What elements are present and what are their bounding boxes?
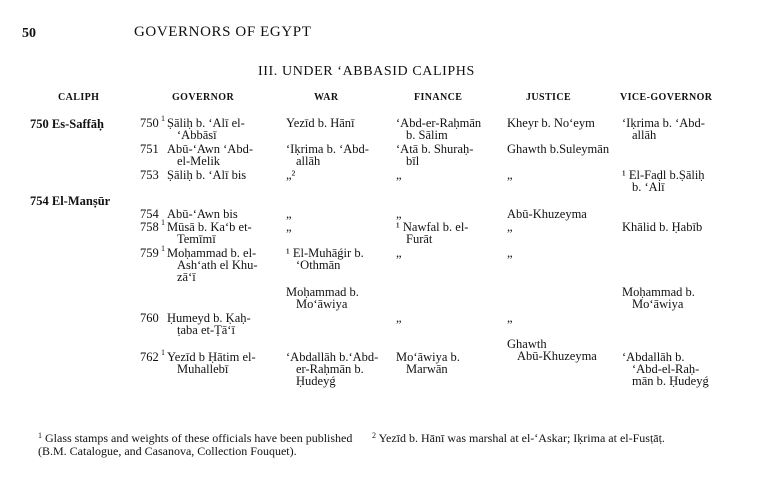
governor-name: [167, 117, 245, 141]
caliph-entry: [30, 117, 104, 132]
governor-name-line: ṭaba et-Ṭā‘ī: [177, 323, 235, 337]
finance-entry-line: Marwān: [406, 362, 448, 376]
finance-entry-line: ‘Abd-er-Raḥmān: [396, 116, 482, 130]
justice-entry: [507, 247, 513, 259]
finance-entry: [396, 117, 481, 141]
governor-year: 750: [140, 116, 159, 130]
governor-name: [167, 208, 238, 220]
justice-entry-line: Ghawth: [507, 337, 547, 351]
governor-name-line: el-Melik: [177, 154, 221, 168]
governor-name-line: Temīmī: [177, 232, 216, 246]
justice-entry-line: „: [507, 246, 513, 260]
war-entry: [286, 143, 369, 167]
vice-governor-entry-line: ‘Abd-el-Raḥ-: [632, 362, 700, 376]
vice-governor-entry: [622, 351, 709, 387]
vice-governor-entry: [622, 286, 695, 310]
war-entry-line: er-Raḥmān b.: [296, 362, 364, 376]
footnote-text: Glass stamps and weights of these officials have been published (B.M. Catalogue, and Casanova, Collection Fouquet).: [38, 431, 353, 458]
header-war: WAR: [314, 92, 339, 103]
war-entry-line: Ḥudeyǵ: [296, 374, 336, 388]
finance-entry-line: ‘Atā b. Shuraḥ-: [396, 142, 474, 156]
justice-entry-line: Abū-Khuzeyma: [507, 207, 587, 221]
header-justice: JUSTICE: [526, 92, 572, 103]
vice-governor-entry-line: Moḥammad b.: [622, 285, 695, 299]
justice-entry-line: Ghawth b.Suleymān: [507, 142, 610, 156]
justice-entry-line: „: [507, 311, 513, 325]
caliph-year: 750: [30, 117, 49, 131]
war-entry-line: ‘Othmān: [296, 258, 341, 272]
footnote-mark: 2: [372, 431, 376, 440]
war-entry: [286, 117, 355, 129]
governor-year: 760: [140, 311, 159, 325]
footnote-mark: 1: [161, 348, 165, 357]
vice-governor-entry: [622, 169, 705, 193]
justice-entry: [507, 338, 597, 362]
caliph-name: El-Manṣūr: [51, 194, 111, 208]
governor-name: [167, 143, 253, 167]
finance-entry-line: „: [396, 311, 402, 325]
war-entry-line: Moḥammad b.: [286, 285, 359, 299]
footnote-mark: 1: [38, 431, 42, 440]
finance-entry-line: ¹ Nawfal b. el-: [396, 220, 469, 234]
governor-name-line: Ṣāliḥ b. ‘Alī el-: [167, 116, 245, 130]
governor-year: 762: [140, 350, 159, 364]
war-entry-line: ¹ El-Muhāǵir b.: [286, 246, 364, 260]
justice-entry-line: „: [507, 220, 513, 234]
caliph-year: 754: [30, 194, 49, 208]
header-caliph: CALIPH: [58, 92, 100, 103]
finance-entry: [396, 208, 402, 220]
war-entry: [286, 208, 292, 220]
footnote-text: Yezīd b. Hānī was marshal at el-‘Askar; Iḳrima at el-Fusṭāṭ.: [378, 431, 665, 445]
finance-entry: [396, 221, 468, 245]
header-finance: FINANCE: [414, 92, 463, 103]
finance-entry: [396, 143, 473, 167]
justice-entry: [507, 208, 587, 220]
war-entry: [286, 169, 295, 181]
justice-entry-line: „: [507, 168, 513, 182]
header-governor: GOVERNOR: [172, 92, 235, 103]
governor-name: [167, 351, 256, 375]
caliph-entry: [30, 194, 110, 209]
governor-name-line: ‘Abbāsī: [177, 128, 217, 142]
justice-entry: [507, 117, 595, 129]
justice-entry: [507, 143, 609, 155]
governor-year: 753: [140, 168, 159, 182]
governor-name-line: Ash‘ath el Khu-: [177, 258, 258, 272]
governor-name-line: zā‘ī: [177, 270, 196, 284]
governor-name: [167, 312, 251, 336]
justice-entry-line: Kheyr b. No‘eym: [507, 116, 595, 130]
finance-entry: [396, 351, 460, 375]
governor-year: 759: [140, 246, 159, 260]
footnote-1: [38, 432, 358, 458]
governor-name: [167, 169, 246, 181]
finance-entry: [396, 312, 402, 324]
governor-year: 758: [140, 220, 159, 234]
finance-entry-line: „: [396, 168, 402, 182]
vice-governor-entry: [622, 117, 705, 141]
vice-governor-entry-line: Khālid b. Ḥabīb: [622, 220, 703, 234]
governor-name-line: Yezīd b Ḥātim el-: [167, 350, 256, 364]
footnote-mark: 1: [161, 244, 165, 253]
war-entry-line: Mo‘āwiya: [296, 297, 348, 311]
war-entry: [286, 221, 292, 233]
governor-name: [167, 247, 258, 283]
caliph-name: Es-Saffāḥ: [51, 117, 104, 131]
war-entry-line: ‘Abdallāh b.‘Abd-: [286, 350, 379, 364]
vice-governor-entry-line: ¹ El-Faḍl b.Ṣāliḥ: [622, 168, 705, 182]
footnote-2: [372, 432, 732, 445]
war-entry: [286, 286, 359, 310]
war-entry: [286, 351, 378, 387]
footnote-mark: 1: [161, 218, 165, 227]
war-entry-line: ‘Iḳrima b. ‘Abd-: [286, 142, 369, 156]
vice-governor-entry-line: mān b. Ḥudeyǵ: [632, 374, 709, 388]
vice-governor-entry-line: b. ‘Alī: [632, 180, 665, 194]
vice-governor-entry: [622, 221, 702, 233]
justice-entry-line: Abū-Khuzeyma: [517, 349, 597, 363]
finance-entry-line: bīl: [406, 154, 420, 168]
vice-governor-entry-line: Mo‘āwiya: [632, 297, 684, 311]
war-entry-line: „: [286, 207, 292, 221]
finance-entry-line: Mo‘āwiya b.: [396, 350, 460, 364]
header-vice-governor: VICE-GOVERNOR: [620, 92, 713, 103]
finance-entry-line: „: [396, 246, 402, 260]
finance-entry-line: „: [396, 207, 402, 221]
governor-name-line: Muhallebī: [177, 362, 229, 376]
footnote-mark: 1: [161, 114, 165, 123]
war-entry-line: „²: [286, 168, 296, 182]
vice-governor-entry-line: ‘Abdallāh b.: [622, 350, 685, 364]
vice-governor-entry-line: ‘Iḳrima b. ‘Abd-: [622, 116, 705, 130]
finance-entry-line: b. Sālim: [406, 128, 448, 142]
justice-entry: [507, 312, 513, 324]
war-entry-line: Yezīd b. Hānī: [286, 116, 355, 130]
finance-entry: [396, 169, 402, 181]
vice-governor-entry-line: allāh: [632, 128, 657, 142]
governor-name-line: Ṣāliḥ b. ‘Alī bis: [167, 168, 247, 182]
finance-entry-line: Furāt: [406, 232, 433, 246]
justice-entry: [507, 169, 513, 181]
war-entry-line: allāh: [296, 154, 321, 168]
governor-name: [167, 221, 252, 245]
war-entry: [286, 247, 364, 271]
governor-year: 754: [140, 207, 159, 221]
governor-name-line: Ḥumeyd b. Ḳaḥ-: [167, 311, 251, 325]
war-entry-line: „: [286, 220, 292, 234]
justice-entry: [507, 221, 513, 233]
section-title: III. UNDER ‘ABBASID CALIPHS: [258, 64, 475, 79]
finance-entry: [396, 247, 402, 259]
governor-name-line: Abū-‘Awn ‘Abd-: [167, 142, 253, 156]
governor-year: 751: [140, 142, 159, 156]
running-title: GOVERNORS OF EGYPT: [134, 24, 312, 40]
governor-name-line: Abū-‘Awn bis: [167, 207, 238, 221]
governor-name-line: Moḥammad b. el-: [167, 246, 257, 260]
page-number: 50: [22, 26, 36, 41]
governor-name-line: Mūsā b. Ka‘b et-: [167, 220, 252, 234]
